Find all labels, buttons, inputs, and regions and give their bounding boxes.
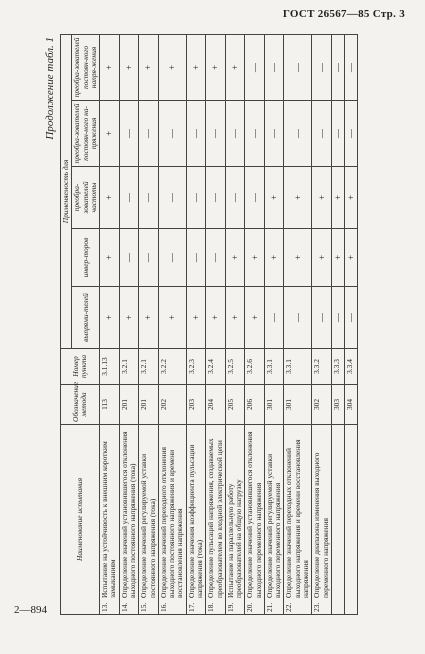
test-number: 14. (119, 602, 129, 612)
col-header-clause: Номер пункта (61, 349, 100, 385)
test-number: 20. (245, 602, 255, 612)
clause-number: 3.2.4 (206, 349, 226, 385)
applicability-mark: + (186, 287, 206, 349)
test-name-cell (158, 425, 186, 615)
applicability-mark: + (186, 34, 206, 100)
table-row (100, 34, 120, 614)
test-name-cell (344, 425, 357, 615)
table-row (264, 34, 284, 614)
clause-number: 3.2.6 (245, 349, 265, 385)
applicability-mark: + (331, 229, 344, 287)
table-row (186, 34, 206, 614)
applicability-mark: — (284, 287, 312, 349)
table-row (206, 34, 226, 614)
test-number: 16. (158, 602, 168, 612)
applicability-mark: + (284, 229, 312, 287)
col-header-method: Обозначение метода (61, 385, 100, 425)
col-header-name: Наименование испытания (61, 425, 100, 615)
test-number: 18. (206, 602, 216, 612)
applicability-mark: + (158, 34, 186, 100)
clause-number: 3.2.5 (225, 349, 245, 385)
test-name: Определение значений переходных отклонений выходного напряжения и времени восстановления напряжения (284, 439, 311, 598)
applicability-mark: — (264, 34, 284, 100)
applicability-mark: + (245, 229, 265, 287)
test-number: 15. (139, 602, 149, 612)
clause-number: 3.1.13 (100, 349, 120, 385)
applicability-mark: — (119, 229, 139, 287)
applicability-mark: + (344, 229, 357, 287)
method-code: 204 (206, 385, 226, 425)
table-row (139, 34, 159, 614)
method-code: 201 (139, 385, 159, 425)
table-row (312, 34, 332, 614)
applicability-mark: — (119, 167, 139, 229)
test-name-cell (331, 425, 344, 615)
applicability-mark: — (206, 229, 226, 287)
test-name: Определение значений переходного отклонения выходного постоянного напряжения и времени восстановления напряжения (158, 447, 185, 598)
method-code: 202 (158, 385, 186, 425)
method-code: 203 (186, 385, 206, 425)
applicability-mark: + (139, 287, 159, 349)
applicability-mark: — (331, 287, 344, 349)
applicability-mark: + (245, 287, 265, 349)
applicability-mark: — (158, 101, 186, 167)
test-name-cell (186, 425, 206, 615)
applicability-table (60, 34, 358, 615)
test-number: 23. (312, 602, 322, 612)
applicability-mark: + (225, 229, 245, 287)
applicability-mark: — (284, 34, 312, 100)
applicability-mark: — (331, 34, 344, 100)
applicability-mark: + (100, 287, 120, 349)
test-number: 13. (100, 602, 110, 612)
applicability-mark: + (100, 101, 120, 167)
applicability-mark: — (119, 101, 139, 167)
test-name-cell (284, 425, 312, 615)
applicability-mark: — (158, 229, 186, 287)
applicability-mark: — (225, 101, 245, 167)
applicability-mark: + (100, 167, 120, 229)
test-name: Определение значений установившегося отклонения выходного переменного напряжения (245, 431, 263, 598)
test-number: 19. (225, 602, 235, 612)
applicability-mark: + (312, 229, 332, 287)
applicability-mark: — (344, 101, 357, 167)
test-number: 21. (264, 602, 274, 612)
applicability-mark: + (225, 34, 245, 100)
method-code: 201 (119, 385, 139, 425)
applicability-mark: + (344, 167, 357, 229)
col-header-frequency-converters: преобра-зователей частоты (72, 167, 100, 229)
applicability-mark: — (139, 229, 159, 287)
clause-number: 3.2.1 (119, 349, 139, 385)
method-code: 303 (331, 385, 344, 425)
col-header-dc-converters: преобра-зователей постоян-ного на-пряжения (72, 101, 100, 167)
test-name-cell (312, 425, 332, 615)
col-header-applicability: Применяемость для (61, 34, 72, 348)
applicability-mark: + (139, 34, 159, 100)
test-name-cell (100, 425, 120, 615)
table-continuation-label: Продолжение табл. 1 (44, 37, 56, 140)
col-header-inverters: инвер-торов (72, 229, 100, 287)
applicability-mark: + (331, 167, 344, 229)
applicability-mark: + (119, 287, 139, 349)
applicability-mark: — (245, 34, 265, 100)
applicability-mark: — (344, 287, 357, 349)
table-body (100, 34, 358, 614)
clause-number: 3.3.4 (344, 349, 357, 385)
rotated-content (42, 33, 425, 615)
applicability-mark: — (139, 167, 159, 229)
rotated-table-area (42, 33, 425, 615)
page-header: ГОСТ 26567—85 Стр. 3 (282, 8, 405, 20)
page-number: 2—894 (14, 604, 47, 616)
test-name: Определение значений регулируемой уставки выходного переменного напряжения (264, 453, 283, 598)
table-row (284, 34, 312, 614)
clause-number: 3.2.2 (158, 349, 186, 385)
applicability-mark: + (206, 34, 226, 100)
applicability-mark: — (245, 167, 265, 229)
applicability-mark: — (225, 167, 245, 229)
applicability-mark: — (206, 101, 226, 167)
applicability-mark: — (139, 101, 159, 167)
test-name-cell (206, 425, 226, 615)
applicability-mark: + (158, 287, 186, 349)
test-name: Определение значений установившегося отклонения выходного постоянного напряжения (тока) (119, 431, 137, 598)
applicability-mark: + (264, 229, 284, 287)
table-row (158, 34, 186, 614)
table-row (245, 34, 265, 614)
applicability-mark: — (344, 34, 357, 100)
applicability-mark: — (331, 101, 344, 167)
test-name: Испытание на устойчивость к внешним коротким замыканиям (100, 441, 118, 598)
table-row (225, 34, 245, 614)
table-row (331, 34, 344, 614)
col-header-rectifiers: выпрями-телей (72, 287, 100, 349)
clause-number: 3.3.3 (331, 349, 344, 385)
applicability-mark: — (206, 167, 226, 229)
test-name-cell (119, 425, 139, 615)
test-name: Определение значения коэффициента пульсации напряжения (тока) (186, 444, 204, 598)
applicability-mark: + (225, 287, 245, 349)
test-name: Определение значений регулируемой уставки постоянного напряжения (тока) (139, 453, 157, 598)
clause-number: 3.2.3 (186, 349, 206, 385)
applicability-mark: — (264, 101, 284, 167)
applicability-mark: — (264, 287, 284, 349)
clause-number: 3.3.1 (284, 349, 312, 385)
method-code: 301 (284, 385, 312, 425)
applicability-mark: — (312, 34, 332, 100)
method-code: 301 (264, 385, 284, 425)
test-name-cell (264, 425, 284, 615)
clause-number: 3.2.1 (139, 349, 159, 385)
col-header-dc-voltage-converters: преобра-зователей постоян-ного напря-жения (72, 34, 100, 100)
method-code: 304 (344, 385, 357, 425)
table-row (344, 34, 357, 614)
method-code: 302 (312, 385, 332, 425)
method-code: 113 (100, 385, 120, 425)
applicability-mark: — (312, 101, 332, 167)
test-number: 17. (186, 602, 196, 612)
applicability-mark: — (186, 229, 206, 287)
applicability-mark: + (264, 167, 284, 229)
applicability-mark: — (186, 101, 206, 167)
applicability-mark: + (100, 34, 120, 100)
test-name: Определение пульсаций напряжения, создаваемых преобразователем во входной электрической цепи (206, 438, 224, 598)
test-number: 22. (284, 602, 294, 612)
applicability-mark: — (186, 167, 206, 229)
applicability-mark: — (245, 101, 265, 167)
applicability-mark: — (312, 287, 332, 349)
applicability-mark: — (158, 167, 186, 229)
test-name: Определение диапазона изменения выходного переменного напряжения (312, 452, 330, 598)
method-code: 206 (245, 385, 265, 425)
applicability-mark: + (206, 287, 226, 349)
test-name-cell (139, 425, 159, 615)
clause-number: 3.3.2 (312, 349, 332, 385)
method-code: 205 (225, 385, 245, 425)
applicability-mark: + (312, 167, 332, 229)
clause-number: 3.3.1 (264, 349, 284, 385)
applicability-mark: + (284, 167, 312, 229)
test-name-cell (245, 425, 265, 615)
test-name-cell (225, 425, 245, 615)
applicability-mark: — (284, 101, 312, 167)
applicability-mark: + (100, 229, 120, 287)
test-name: Испытание на параллельную работу преобразователей на общую нагрузку (225, 479, 244, 598)
table-row (119, 34, 139, 614)
applicability-mark: + (119, 34, 139, 100)
